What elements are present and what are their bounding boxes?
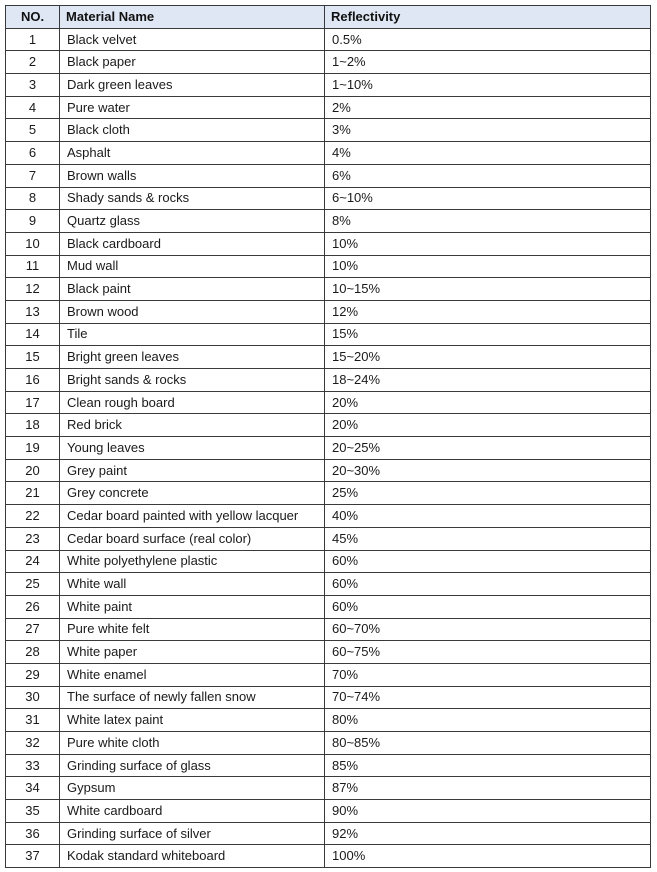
cell-no: 22 — [6, 505, 60, 528]
cell-reflectivity: 92% — [325, 822, 651, 845]
cell-material-name: Black cloth — [60, 119, 325, 142]
cell-material-name: Bright green leaves — [60, 346, 325, 369]
cell-reflectivity: 70~74% — [325, 686, 651, 709]
table-row — [6, 346, 651, 369]
cell-material-name: Grey paint — [60, 459, 325, 482]
cell-reflectivity: 60% — [325, 550, 651, 573]
cell-no: 12 — [6, 278, 60, 301]
cell-material-name: White paper — [60, 641, 325, 664]
cell-reflectivity: 60~75% — [325, 641, 651, 664]
table-row — [6, 459, 651, 482]
header-row — [6, 6, 651, 29]
table-row — [6, 505, 651, 528]
cell-material-name: Quartz glass — [60, 210, 325, 233]
table-row — [6, 845, 651, 868]
cell-reflectivity: 15% — [325, 323, 651, 346]
cell-material-name: Grey concrete — [60, 482, 325, 505]
reflectivity-table — [5, 5, 651, 868]
cell-material-name: Black cardboard — [60, 232, 325, 255]
cell-material-name: White paint — [60, 595, 325, 618]
cell-reflectivity: 25% — [325, 482, 651, 505]
table-row — [6, 142, 651, 165]
table-row — [6, 618, 651, 641]
table-row — [6, 210, 651, 233]
cell-reflectivity: 60~70% — [325, 618, 651, 641]
cell-material-name: Pure white felt — [60, 618, 325, 641]
cell-no: 8 — [6, 187, 60, 210]
table-row — [6, 663, 651, 686]
cell-reflectivity: 1~10% — [325, 74, 651, 97]
cell-reflectivity: 45% — [325, 527, 651, 550]
cell-material-name: Kodak standard whiteboard — [60, 845, 325, 868]
cell-material-name: Tile — [60, 323, 325, 346]
cell-reflectivity: 6% — [325, 164, 651, 187]
table-row — [6, 641, 651, 664]
cell-reflectivity: 0.5% — [325, 28, 651, 51]
cell-no: 20 — [6, 459, 60, 482]
table-row — [6, 74, 651, 97]
cell-no: 37 — [6, 845, 60, 868]
table-row — [6, 369, 651, 392]
table-row — [6, 709, 651, 732]
cell-no: 33 — [6, 754, 60, 777]
cell-no: 19 — [6, 437, 60, 460]
cell-no: 36 — [6, 822, 60, 845]
cell-no: 21 — [6, 482, 60, 505]
cell-material-name: Red brick — [60, 414, 325, 437]
cell-reflectivity: 15~20% — [325, 346, 651, 369]
cell-reflectivity: 10% — [325, 255, 651, 278]
cell-reflectivity: 20~25% — [325, 437, 651, 460]
cell-no: 27 — [6, 618, 60, 641]
cell-no: 29 — [6, 663, 60, 686]
cell-no: 15 — [6, 346, 60, 369]
cell-no: 18 — [6, 414, 60, 437]
cell-reflectivity: 10~15% — [325, 278, 651, 301]
cell-material-name: Shady sands & rocks — [60, 187, 325, 210]
table-row — [6, 255, 651, 278]
cell-no: 2 — [6, 51, 60, 74]
cell-material-name: Young leaves — [60, 437, 325, 460]
cell-no: 16 — [6, 369, 60, 392]
cell-reflectivity: 40% — [325, 505, 651, 528]
cell-reflectivity: 85% — [325, 754, 651, 777]
cell-no: 32 — [6, 732, 60, 755]
table-row — [6, 187, 651, 210]
cell-no: 5 — [6, 119, 60, 142]
cell-material-name: Black paper — [60, 51, 325, 74]
cell-material-name: White wall — [60, 573, 325, 596]
cell-reflectivity: 20~30% — [325, 459, 651, 482]
cell-material-name: Dark green leaves — [60, 74, 325, 97]
table-row — [6, 482, 651, 505]
cell-reflectivity: 6~10% — [325, 187, 651, 210]
table-row — [6, 414, 651, 437]
cell-reflectivity: 80% — [325, 709, 651, 732]
table-row — [6, 437, 651, 460]
cell-reflectivity: 100% — [325, 845, 651, 868]
cell-no: 34 — [6, 777, 60, 800]
table-header — [6, 6, 651, 29]
cell-no: 11 — [6, 255, 60, 278]
header-material-name: Material Name — [60, 6, 325, 29]
cell-material-name: Pure white cloth — [60, 732, 325, 755]
cell-reflectivity: 18~24% — [325, 369, 651, 392]
table-row — [6, 822, 651, 845]
cell-material-name: Pure water — [60, 96, 325, 119]
cell-no: 3 — [6, 74, 60, 97]
cell-reflectivity: 1~2% — [325, 51, 651, 74]
table-row — [6, 800, 651, 823]
cell-material-name: White enamel — [60, 663, 325, 686]
cell-material-name: Cedar board surface (real color) — [60, 527, 325, 550]
cell-no: 23 — [6, 527, 60, 550]
cell-material-name: Black velvet — [60, 28, 325, 51]
cell-material-name: Bright sands & rocks — [60, 369, 325, 392]
cell-no: 17 — [6, 391, 60, 414]
cell-material-name: Clean rough board — [60, 391, 325, 414]
cell-material-name: The surface of newly fallen snow — [60, 686, 325, 709]
cell-material-name: White polyethylene plastic — [60, 550, 325, 573]
cell-no: 24 — [6, 550, 60, 573]
cell-reflectivity: 70% — [325, 663, 651, 686]
cell-reflectivity: 2% — [325, 96, 651, 119]
table-row — [6, 323, 651, 346]
cell-no: 31 — [6, 709, 60, 732]
cell-reflectivity: 80~85% — [325, 732, 651, 755]
table-row — [6, 278, 651, 301]
cell-reflectivity: 87% — [325, 777, 651, 800]
cell-material-name: Grinding surface of silver — [60, 822, 325, 845]
cell-no: 13 — [6, 300, 60, 323]
cell-material-name: Grinding surface of glass — [60, 754, 325, 777]
header-reflectivity: Reflectivity — [325, 6, 651, 29]
cell-reflectivity: 20% — [325, 391, 651, 414]
cell-no: 14 — [6, 323, 60, 346]
table-row — [6, 686, 651, 709]
table-row — [6, 754, 651, 777]
cell-no: 35 — [6, 800, 60, 823]
table-row — [6, 732, 651, 755]
cell-no: 6 — [6, 142, 60, 165]
cell-material-name: Brown walls — [60, 164, 325, 187]
cell-reflectivity: 60% — [325, 573, 651, 596]
cell-reflectivity: 8% — [325, 210, 651, 233]
cell-no: 25 — [6, 573, 60, 596]
table-row — [6, 119, 651, 142]
table-row — [6, 300, 651, 323]
cell-no: 28 — [6, 641, 60, 664]
cell-material-name: Asphalt — [60, 142, 325, 165]
cell-no: 10 — [6, 232, 60, 255]
cell-reflectivity: 20% — [325, 414, 651, 437]
table-row — [6, 527, 651, 550]
table-row — [6, 391, 651, 414]
table-row — [6, 96, 651, 119]
table-row — [6, 595, 651, 618]
cell-reflectivity: 3% — [325, 119, 651, 142]
cell-no: 1 — [6, 28, 60, 51]
cell-material-name: Black paint — [60, 278, 325, 301]
cell-reflectivity: 10% — [325, 232, 651, 255]
cell-material-name: White latex paint — [60, 709, 325, 732]
table-body — [6, 28, 651, 867]
cell-reflectivity: 4% — [325, 142, 651, 165]
header-no: NO. — [6, 6, 60, 29]
cell-material-name: Brown wood — [60, 300, 325, 323]
table-row — [6, 164, 651, 187]
table-row — [6, 573, 651, 596]
cell-reflectivity: 60% — [325, 595, 651, 618]
table-row — [6, 777, 651, 800]
cell-reflectivity: 12% — [325, 300, 651, 323]
cell-no: 4 — [6, 96, 60, 119]
table-row — [6, 51, 651, 74]
cell-no: 26 — [6, 595, 60, 618]
cell-material-name: Cedar board painted with yellow lacquer — [60, 505, 325, 528]
table-row — [6, 550, 651, 573]
cell-material-name: White cardboard — [60, 800, 325, 823]
cell-reflectivity: 90% — [325, 800, 651, 823]
cell-no: 30 — [6, 686, 60, 709]
table-row — [6, 28, 651, 51]
cell-no: 7 — [6, 164, 60, 187]
cell-material-name: Gypsum — [60, 777, 325, 800]
cell-material-name: Mud wall — [60, 255, 325, 278]
cell-no: 9 — [6, 210, 60, 233]
table-row — [6, 232, 651, 255]
